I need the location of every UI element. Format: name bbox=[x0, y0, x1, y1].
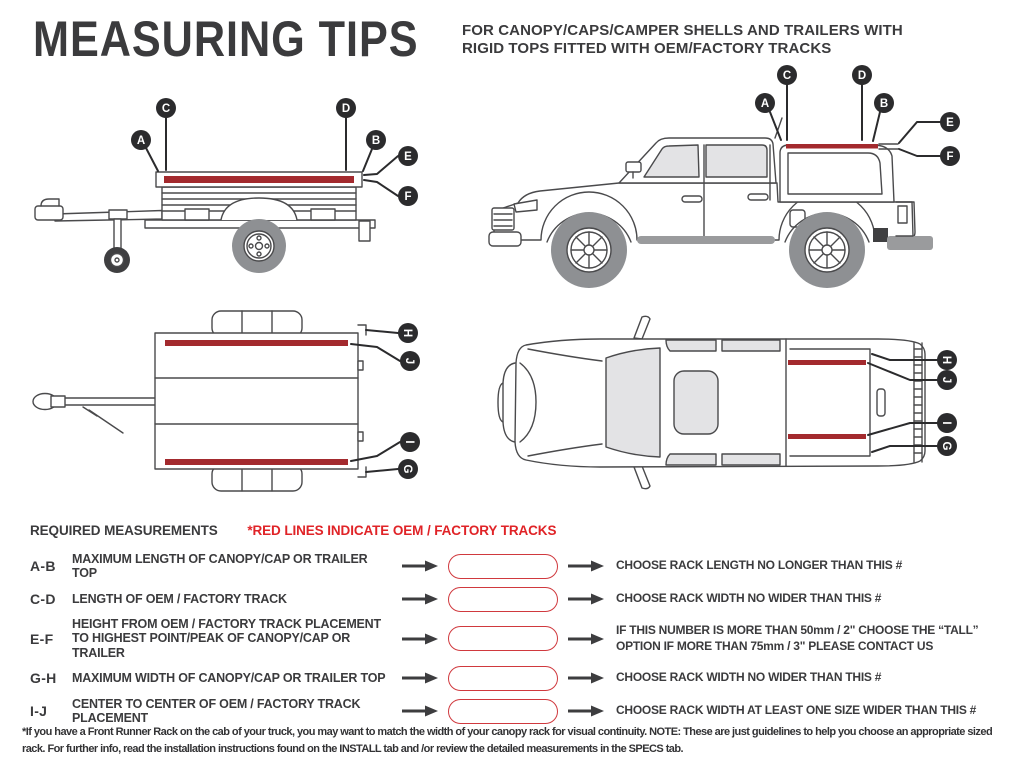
arrow-right-icon bbox=[401, 560, 439, 572]
arrow-right-icon bbox=[567, 593, 605, 605]
measurement-row-e-f bbox=[30, 617, 995, 660]
svg-text:G: G bbox=[401, 464, 413, 474]
callout-badge-f bbox=[940, 146, 960, 166]
measurement-description: MAXIMUM WIDTH OF CANOPY/CAP OR TRAILER TOP bbox=[72, 670, 386, 685]
arrow-right-icon bbox=[567, 560, 605, 572]
measurement-code: I-J bbox=[30, 703, 48, 720]
svg-text:I: I bbox=[940, 421, 952, 425]
svg-text:B: B bbox=[371, 135, 381, 147]
callout-badge-c bbox=[156, 98, 176, 118]
svg-text:G: G bbox=[940, 441, 952, 451]
callout-badge-e bbox=[398, 146, 418, 166]
svg-text:F: F bbox=[946, 151, 954, 163]
measurement-code: C-D bbox=[30, 591, 56, 607]
measurement-description: HEIGHT FROM OEM / FACTORY TRACK PLACEMENT TO HIGHEST POINT/PEAK OF CANOPY/CAP OR TRAILER bbox=[72, 617, 381, 660]
measurement-guideline: CHOOSE RACK LENGTH NO LONGER THAN THIS # bbox=[616, 558, 903, 573]
factory-track-line bbox=[788, 360, 866, 365]
truck-side-view-diagram bbox=[485, 60, 1015, 300]
factory-track-line bbox=[164, 176, 354, 183]
callout-badge-j bbox=[400, 351, 420, 371]
svg-text:C: C bbox=[782, 70, 792, 82]
factory-track-line bbox=[165, 459, 348, 465]
callout-badge-a bbox=[755, 93, 775, 113]
measurement-row-g-h bbox=[30, 663, 995, 693]
arrow-right-icon bbox=[567, 705, 605, 717]
callout-badge-g bbox=[937, 436, 957, 456]
callout-badge-c bbox=[777, 65, 797, 85]
arrow-right-icon bbox=[401, 633, 439, 645]
measurement-input-box bbox=[448, 554, 558, 579]
red-lines-note: *RED LINES INDICATE OEM / FACTORY TRACKS bbox=[247, 523, 557, 538]
truck-top-outline bbox=[498, 316, 925, 488]
svg-text:F: F bbox=[404, 191, 412, 203]
callout-badge-f bbox=[398, 186, 418, 206]
callout-badge-h bbox=[937, 350, 957, 370]
callout-badge-i bbox=[937, 413, 957, 433]
measurement-input-box bbox=[448, 666, 558, 691]
required-measurements-label: REQUIRED MEASUREMENTS bbox=[30, 523, 218, 538]
callout-badge-d bbox=[336, 98, 356, 118]
measurement-input-box bbox=[448, 626, 558, 651]
page-title: MEASURING TIPS bbox=[33, 10, 419, 67]
measurement-description: CENTER TO CENTER OF OEM / FACTORY TRACK PLACEMENT bbox=[72, 696, 361, 726]
measurement-guideline: CHOOSE RACK WIDTH AT LEAST ONE SIZE WIDER THAN THIS # bbox=[616, 703, 977, 718]
svg-text:A: A bbox=[760, 98, 770, 110]
arrow-right-icon bbox=[567, 672, 605, 684]
svg-text:D: D bbox=[857, 70, 867, 82]
arrow-right-icon bbox=[401, 593, 439, 605]
trailer-side-view-diagram bbox=[25, 88, 455, 298]
svg-text:D: D bbox=[341, 103, 351, 115]
truck-outline bbox=[489, 118, 933, 288]
measurement-input-box bbox=[448, 587, 558, 612]
svg-text:B: B bbox=[879, 98, 889, 110]
factory-track-line bbox=[786, 144, 878, 149]
arrow-right-icon bbox=[567, 633, 605, 645]
factory-track-line bbox=[788, 434, 866, 439]
svg-text:J: J bbox=[940, 376, 952, 384]
measurement-table bbox=[30, 551, 995, 729]
factory-track-line bbox=[165, 340, 348, 346]
measurement-code: G-H bbox=[30, 670, 57, 687]
svg-text:E: E bbox=[946, 117, 954, 129]
measurement-row-a-b bbox=[30, 551, 995, 581]
callout-badge-b bbox=[874, 93, 894, 113]
measurement-description: MAXIMUM LENGTH OF CANOPY/CAP OR TRAILER TOP bbox=[72, 551, 368, 580]
callout-badge-b bbox=[366, 130, 386, 150]
callout-badge-i bbox=[400, 432, 420, 452]
arrow-right-icon bbox=[401, 672, 439, 684]
page-subtitle: FOR CANOPY/CAPS/CAMPER SHELLS AND TRAILERS WITH RIGID TOPS FITTED WITH OEM/FACTORY TRACKS bbox=[462, 22, 903, 57]
measurement-code: E-F bbox=[30, 630, 54, 647]
measurement-row-i-j bbox=[30, 696, 995, 726]
svg-text:J: J bbox=[403, 357, 415, 365]
callout-badge-g bbox=[398, 459, 418, 479]
measurement-guideline: CHOOSE RACK WIDTH NO WIDER THAN THIS # bbox=[616, 670, 882, 685]
measurement-guideline: IF THIS NUMBER IS MORE THAN 50mm / 2" CHOOSE THE “TALL” OPTION IF MORE THAN 75mm / 3" PLEASE CONTACT US bbox=[616, 622, 979, 653]
measurement-row-c-d bbox=[30, 584, 995, 614]
arrow-right-icon bbox=[401, 705, 439, 717]
callout-badge-j bbox=[937, 370, 957, 390]
measurement-code: A-B bbox=[30, 558, 56, 574]
svg-text:H: H bbox=[401, 328, 413, 338]
trailer-outline bbox=[35, 172, 375, 273]
legend-row bbox=[30, 523, 556, 538]
callout-badge-a bbox=[131, 130, 151, 150]
footnote: *If you have a Front Runner Rack on the cab of your truck, you may want to match the width of your canopy rack for visual continuity. NOTE: These are just guidelines to help you choose an appropriate sized rack. For further info, read the installation instructions found on the INSTALL tab and /or review the detailed measurements in the SPECS tab. bbox=[22, 726, 993, 755]
callout-badge-h bbox=[398, 323, 418, 343]
measurement-description: LENGTH OF OEM / FACTORY TRACK bbox=[72, 591, 287, 606]
measurement-input-box bbox=[448, 699, 558, 724]
truck-top-view-diagram bbox=[490, 305, 970, 500]
callout-badge-d bbox=[852, 65, 872, 85]
svg-text:I: I bbox=[403, 440, 415, 444]
svg-text:C: C bbox=[161, 103, 171, 115]
svg-text:E: E bbox=[404, 151, 412, 163]
measurement-guideline: CHOOSE RACK WIDTH NO WIDER THAN THIS # bbox=[616, 591, 882, 606]
svg-text:H: H bbox=[940, 355, 952, 365]
trailer-top-view-diagram bbox=[25, 303, 455, 505]
svg-text:A: A bbox=[136, 135, 146, 147]
callout-badge-e bbox=[940, 112, 960, 132]
